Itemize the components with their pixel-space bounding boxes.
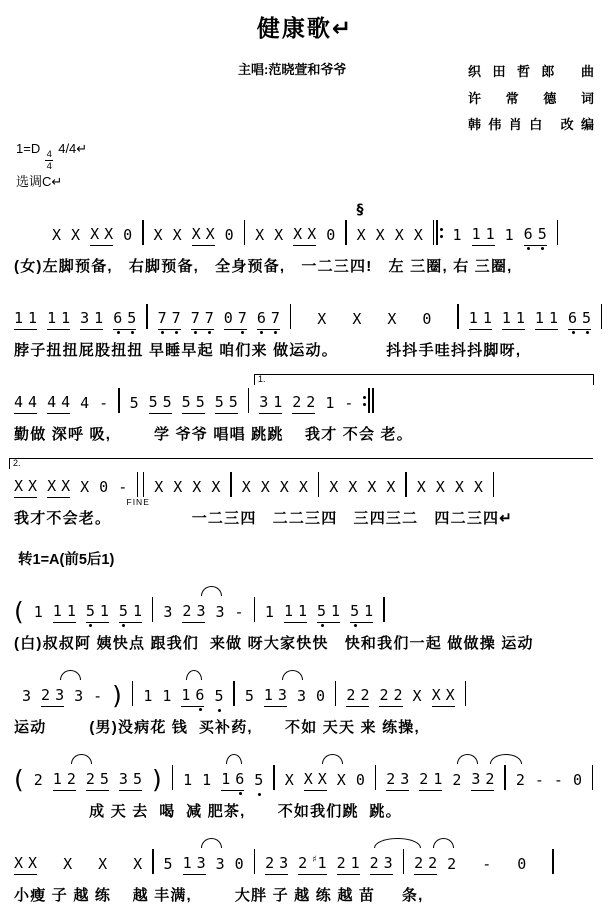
notes-row — [14, 206, 596, 246]
note-group: 3 1 — [259, 395, 282, 414]
note-group: 1 1 — [53, 604, 76, 623]
barline — [335, 681, 336, 706]
barline — [465, 681, 466, 706]
note-group: 5 1 — [317, 604, 340, 623]
note-group: X X — [14, 479, 37, 498]
barline — [601, 304, 602, 329]
note-group: X — [255, 226, 265, 245]
note-group: 0 — [99, 478, 109, 497]
note-group: X — [356, 226, 366, 245]
note-group: X X — [304, 772, 327, 791]
note-group: X — [352, 310, 362, 329]
low-octave-dot — [321, 624, 324, 627]
note-group: 2 2 — [414, 856, 437, 875]
low-octave-dot — [218, 709, 221, 712]
music-system — [14, 458, 596, 528]
note-group: 2 1 — [419, 772, 442, 791]
note-group: 7 7 — [191, 311, 214, 330]
note-group: X — [454, 478, 464, 497]
note-group: 5 — [163, 855, 173, 874]
barline — [504, 765, 505, 790]
note-group: X — [416, 478, 426, 497]
music-system — [14, 583, 596, 653]
note-group: X — [386, 478, 396, 497]
note-group: 2 2 — [292, 395, 315, 414]
alternate-key-line: 选调C↵ — [16, 173, 63, 189]
note-group: 0 — [572, 771, 582, 790]
note-group: X — [211, 478, 221, 497]
song-title: 健康歌↵ — [256, 16, 354, 42]
note-group: 0 — [315, 687, 326, 706]
note-group: 4 4 — [47, 395, 70, 414]
barline — [403, 849, 404, 874]
lyrics-line: 小瘦 子 越 练 越 丰满, 大胖 子 越 练 越 苗 条, — [14, 887, 424, 905]
low-octave-dot — [175, 331, 178, 334]
low-octave-dot — [199, 708, 202, 711]
low-octave-dot — [354, 624, 357, 627]
barline — [233, 681, 234, 706]
note-group: X — [317, 310, 327, 329]
slur-arc — [433, 838, 454, 848]
note-group: 1 — [325, 394, 335, 413]
volta-label: 1. — [258, 374, 266, 385]
note-group: 4 4 — [14, 395, 37, 414]
note-group: 3 — [163, 603, 173, 622]
notes-row — [14, 290, 596, 330]
arranger-credit: 韩伟肖白 改编 — [468, 117, 594, 133]
note-group: 3 — [22, 687, 32, 706]
note-group: X — [80, 478, 90, 497]
note-group: X — [412, 687, 422, 706]
note-group: X — [133, 855, 143, 874]
time-signature-fraction — [45, 150, 53, 172]
note-group: 3 — [74, 687, 84, 706]
note-group: 2 ♯1 — [298, 856, 326, 875]
music-system — [14, 202, 596, 276]
barline — [592, 765, 593, 790]
credits-row — [14, 59, 596, 139]
note-group: 1 — [183, 771, 193, 790]
key-signature-line — [16, 139, 596, 172]
note-group: 3 — [215, 855, 225, 874]
note-group: 1 1 — [502, 311, 525, 330]
note-group: 4 — [80, 394, 90, 413]
music-system — [14, 667, 596, 737]
note-group: X X — [192, 227, 215, 246]
barline — [557, 220, 558, 245]
note-group: X — [394, 226, 404, 245]
barline — [433, 220, 443, 245]
fraction-numerator: 4 — [46, 148, 52, 160]
note-group: 1 — [504, 226, 514, 245]
note-group: 3 — [296, 687, 306, 706]
low-octave-dot — [258, 793, 261, 796]
note-group: 2 3 — [370, 856, 393, 875]
note-group: 5 — [214, 689, 223, 707]
barline — [493, 472, 494, 497]
barline — [254, 849, 255, 874]
note-group: 1 — [202, 771, 212, 790]
note-group: X — [71, 226, 81, 245]
grouping-paren: ( — [14, 765, 24, 795]
music-system — [14, 751, 596, 821]
note-group: 2 2 — [379, 688, 402, 707]
note-group: X — [336, 771, 346, 790]
low-octave-dot — [260, 331, 263, 334]
barline — [118, 388, 119, 413]
note-group: 1 1 — [469, 311, 492, 330]
fraction-denominator: 4 — [46, 161, 52, 173]
note-group: X X — [47, 479, 70, 498]
lyrics-line: 运动 (男)没病花 钱 买补药, 不如 天天 来 练操, — [14, 719, 420, 737]
barline — [375, 765, 376, 790]
note-group: 2 — [33, 771, 43, 790]
score-part-2 — [14, 583, 596, 905]
note-group: 2 5 — [86, 772, 109, 791]
note-group: 3 — [215, 603, 225, 622]
key-prefix: 1=D — [16, 140, 41, 156]
barline — [172, 765, 173, 790]
music-system — [14, 835, 596, 905]
note-group: 5 — [244, 687, 254, 706]
barline — [137, 472, 144, 497]
barline — [273, 765, 274, 790]
lyrics-line: 我才不会老。 一二三四 二二三四 三四三二 四二三四↵ — [14, 510, 513, 528]
barline — [248, 388, 249, 413]
note-group: 1 1 — [284, 604, 307, 623]
note-group: 1 — [452, 226, 462, 245]
segno-icon: § — [356, 202, 364, 219]
barline — [152, 849, 153, 874]
grouping-paren: ( — [14, 597, 24, 627]
note-group: 0 — [355, 771, 365, 790]
note-group: 5 1 — [86, 604, 109, 623]
note-group: 5 — [129, 394, 139, 413]
note-group: X — [348, 478, 358, 497]
slur-arc — [226, 754, 242, 764]
note-group: 5 5 — [182, 395, 205, 414]
note-group: 1 3 — [183, 856, 206, 875]
note-group: 2 3 — [41, 688, 64, 707]
note-group: 1 — [143, 687, 153, 706]
low-octave-dot — [239, 792, 242, 795]
note-group: X X — [90, 227, 113, 246]
note-group: - — [99, 394, 109, 413]
note-group: 3 2 — [471, 772, 494, 791]
note-group: 3 1 — [80, 311, 103, 330]
note-group: 0 7 — [224, 311, 247, 330]
note-group: X — [279, 478, 289, 497]
note-group: 1 1 — [14, 311, 37, 330]
low-octave-dot — [131, 331, 134, 334]
lyrics-line: 脖子扭扭屁股扭扭 早睡早起 咱们来 做运动。 抖抖手哇抖抖脚呀, — [14, 342, 522, 360]
barline — [318, 472, 319, 497]
note-group: 6 7 — [257, 311, 280, 330]
note-group: 5 1 — [119, 604, 142, 623]
low-octave-dot — [241, 331, 244, 334]
note-group: X — [192, 478, 202, 497]
notes-row — [14, 667, 596, 711]
note-group: X X — [293, 227, 316, 246]
note-group: 2 3 — [182, 604, 205, 623]
note-group: X — [52, 226, 62, 245]
note-group: 6 5 — [113, 311, 136, 330]
note-group: 6 5 — [524, 227, 547, 246]
note-group: X — [284, 771, 294, 790]
note-group: 6 5 — [568, 311, 591, 330]
note-group: X — [473, 478, 483, 497]
low-octave-dot — [586, 331, 589, 334]
lyrics-line: (白)叔叔阿 姨快点 跟我们 来做 呀大家快快 快和我们一起 做做操 运动 — [14, 635, 534, 653]
notes-row — [14, 583, 596, 627]
low-octave-dot — [117, 331, 120, 334]
barline — [457, 304, 458, 329]
note-group: X — [98, 855, 108, 874]
meter-text: 4/4↵ — [58, 140, 88, 156]
low-octave-dot — [194, 331, 197, 334]
barline — [290, 304, 291, 329]
note-group: - — [118, 478, 128, 497]
note-group: 2 — [447, 855, 457, 874]
barline — [142, 220, 143, 245]
note-group: X — [413, 226, 423, 245]
low-octave-dot — [527, 247, 530, 250]
note-group: 5 5 — [149, 395, 172, 414]
barline — [405, 472, 406, 497]
low-octave-dot — [89, 624, 92, 627]
note-group: 1 — [33, 603, 43, 622]
note-group: X — [153, 226, 163, 245]
barline — [383, 597, 384, 622]
sharp-accidental: ♯ — [312, 855, 317, 866]
note-group: 2 — [452, 771, 462, 790]
note-group: 0 — [517, 855, 527, 874]
note-group: 1 — [162, 687, 172, 706]
barline — [146, 304, 147, 329]
low-octave-dot — [274, 331, 277, 334]
music-system — [14, 374, 596, 444]
volta-bracket — [254, 374, 594, 385]
composer-credit: 织田哲郎 曲 — [468, 64, 594, 79]
note-group: X — [367, 478, 377, 497]
note-group: 1 — [264, 603, 274, 622]
barline — [244, 220, 245, 245]
note-group: - — [234, 603, 244, 622]
note-group: X — [375, 226, 385, 245]
note-group: - — [482, 855, 492, 874]
note-group: 0 — [224, 226, 234, 245]
note-group: X — [173, 478, 183, 497]
note-group: 1 6 — [221, 772, 244, 791]
credits-block — [468, 59, 594, 139]
note-group: X — [298, 478, 308, 497]
note-group: - — [344, 394, 354, 413]
lyrics-line: 勤做 深呼 吸, 学 爷爷 唱唱 跳跳 我才 不会 老。 — [14, 426, 413, 444]
note-group: 1 1 — [535, 311, 558, 330]
note-group: 2 2 — [346, 688, 369, 707]
note-group: X — [260, 478, 270, 497]
note-group: X — [154, 478, 164, 497]
grouping-paren: ) — [151, 765, 162, 795]
barline — [254, 597, 255, 622]
lyrics-line: 成 天 去 喝 减 肥茶, 不如我们跳 跳。 — [14, 803, 402, 821]
note-group: 5 1 — [350, 604, 373, 623]
grouping-paren: ) — [112, 681, 122, 711]
note-group: 0 — [123, 226, 133, 245]
barline — [552, 849, 553, 874]
note-group: 1 3 — [264, 688, 287, 707]
note-group: 2 — [515, 771, 525, 790]
note-group: 2 3 — [265, 856, 288, 875]
lyrics-line: (女)左脚预备, 右脚预备, 全身预备, 一二三四! 左 三圈, 右 三圈, — [14, 258, 513, 276]
note-group: X — [172, 226, 182, 245]
note-group: 1 1 — [47, 311, 70, 330]
barline — [152, 597, 153, 622]
note-group: X — [329, 478, 339, 497]
fine-marking: FINE — [126, 497, 150, 508]
note-group: X X — [432, 688, 455, 707]
barline — [132, 681, 133, 706]
note-group: 1 1 — [472, 227, 495, 246]
low-octave-dot — [122, 624, 125, 627]
note-group: X — [241, 478, 251, 497]
barline — [363, 388, 374, 413]
note-group: 0 — [422, 310, 432, 329]
note-group: X — [274, 226, 284, 245]
low-octave-dot — [161, 331, 164, 334]
score-part-1 — [13, 202, 596, 528]
note-group: X X — [14, 856, 37, 875]
lyricist-credit: 许 常 德 词 — [468, 90, 594, 106]
barline — [345, 220, 346, 245]
modulation-header: 转1=A(前5后1) — [18, 552, 115, 569]
music-system — [14, 290, 596, 360]
note-group: 3 5 — [119, 772, 142, 791]
note-group: - — [534, 771, 544, 790]
volta-label: 2. — [13, 458, 21, 469]
note-group: X — [387, 310, 397, 329]
note-group: 1 6 — [181, 688, 204, 707]
note-group: 2 1 — [337, 856, 360, 875]
note-group: - — [93, 687, 103, 706]
barline — [230, 472, 231, 497]
note-group: X — [435, 478, 445, 497]
note-group: 2 3 — [386, 772, 409, 791]
note-group: 7 7 — [158, 311, 181, 330]
note-group: 0 — [326, 226, 336, 245]
low-octave-dot — [541, 247, 544, 250]
note-group: 1 2 — [53, 772, 76, 791]
notes-row — [14, 835, 596, 875]
low-octave-dot — [208, 331, 211, 334]
note-group: 0 — [234, 855, 244, 874]
lead-vocal-credit: 主唱:范晓萱和爷爷 — [238, 62, 347, 77]
note-group: X — [63, 855, 73, 874]
note-group: 5 5 — [215, 395, 238, 414]
note-group: - — [553, 771, 563, 790]
note-group: 5 — [254, 773, 263, 791]
volta-bracket — [9, 458, 593, 469]
slur-arc — [60, 670, 81, 680]
low-octave-dot — [572, 331, 575, 334]
